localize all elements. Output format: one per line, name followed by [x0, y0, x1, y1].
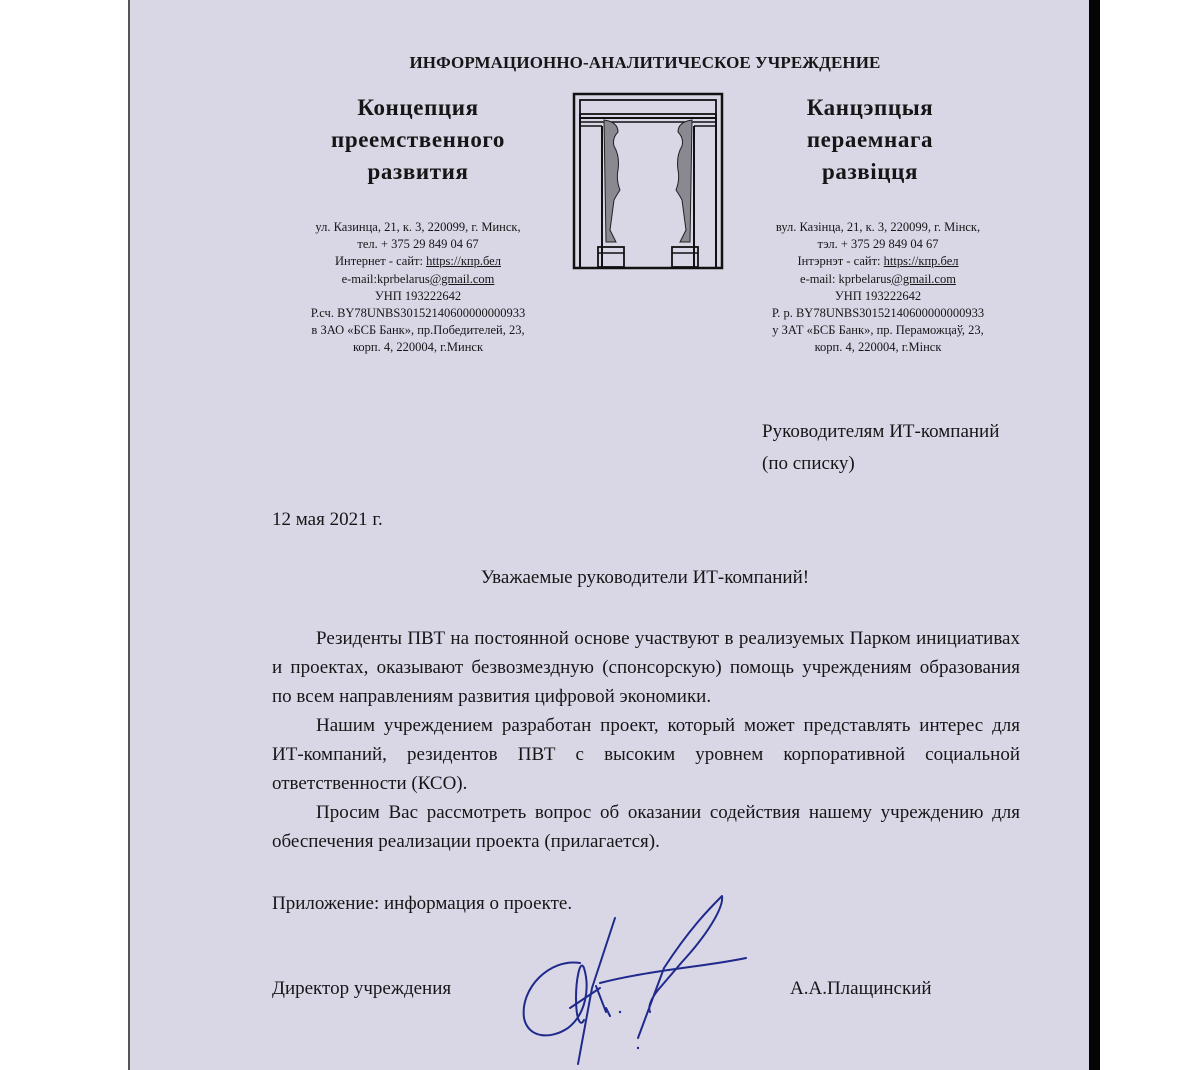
addressee-line: (по списку) [762, 453, 855, 474]
right-account: Р. р. BY78UNBS30152140600000000933 [771, 306, 985, 321]
left-title-block [268, 92, 568, 188]
right-unp: УНП 193222642 [834, 288, 922, 303]
left-phone: тел. + 375 29 849 04 67 [357, 237, 479, 252]
scan-edge-border [1089, 0, 1100, 1070]
right-site: Інтэрнэт - сайт: https://кпр.бел [797, 254, 959, 269]
right-title-line: развіцця [821, 159, 919, 184]
right-site-link[interactable]: https://кпр.бел [883, 254, 959, 269]
handwritten-signature-icon [510, 888, 780, 1068]
right-email: e-mail: kprbelarus@gmail.com [800, 271, 956, 286]
signer-name: А.А.Плащинский [790, 978, 932, 999]
right-address: вул. Казінца, 21, к. 3, 220099, г. Мінск, [775, 220, 981, 234]
left-site: Интернет - сайт: https://кпр.бел [335, 254, 501, 269]
left-bank: в ЗАО «БСБ Банк», пр.Победителей, 23, [311, 323, 525, 338]
left-address-block [268, 219, 568, 357]
letter-body [272, 624, 1020, 856]
caryatid-portal-logo-icon [572, 92, 724, 270]
letter-date: 12 мая 2021 г. [272, 509, 383, 530]
signer-position: Директор учреждения [272, 978, 452, 999]
left-bank-address: корп. 4, 220004, г.Минск [352, 340, 484, 355]
organization-title: ИНФОРМАЦИОННО-АНАЛИТИЧЕСКОЕ УЧРЕЖДЕНИЕ [409, 53, 881, 72]
left-site-link[interactable]: https://кпр.бел [426, 254, 501, 269]
body-paragraph: Просим Вас рассмотреть вопрос об оказании содействия нашему учреждению для обеспечения реализации проекта (прилагается). [272, 802, 1020, 852]
left-title-line: Концепция [357, 95, 479, 120]
left-account: Р.сч. BY78UNBS30152140600000000933 [310, 306, 526, 321]
left-email-link[interactable]: @gmail.com [429, 271, 495, 286]
left-email: e-mail:kprbelarus@gmail.com [341, 271, 495, 286]
attachment-note: Приложение: информация о проекте. [272, 893, 573, 914]
right-title-line: Канцэпцыя [806, 95, 934, 120]
right-address-block [728, 219, 1028, 357]
right-bank-address: корп. 4, 220004, г.Мінск [814, 340, 942, 355]
left-unp: УНП 193222642 [374, 288, 462, 303]
body-paragraph: Резиденты ПВТ на постоянной основе участвуют в реализуемых Парком инициативах и проектах, оказывают безвозмездную (спонсорскую) помощь учреждениям образования по всем направлениям развития цифровой экономики. [272, 628, 1020, 707]
right-email-link[interactable]: @gmail.com [891, 271, 956, 286]
left-title-line: преемственного [330, 127, 506, 152]
left-title-line: развития [367, 159, 469, 184]
right-bank: у ЗАТ «БСБ Банк», пр. Пераможцаў, 23, [772, 323, 984, 338]
addressee-line: Руководителям ИТ-компаний [762, 421, 1000, 442]
addressee-block [762, 416, 999, 480]
left-address: ул. Казинца, 21, к. 3, 220099, г. Минск, [315, 220, 521, 234]
right-title-block [720, 92, 1020, 188]
right-phone: тэл. + 375 29 849 04 67 [817, 237, 939, 252]
right-title-line: пераемнага [806, 127, 934, 152]
greeting: Уважаемые руководители ИТ-компаний! [480, 567, 810, 588]
body-paragraph: Нашим учреждением разработан проект, который может представлять интерес для ИТ-компаний, резидентов ПВТ с высоким уровнем корпоративной социальной ответственности (КСО). [272, 715, 1020, 794]
